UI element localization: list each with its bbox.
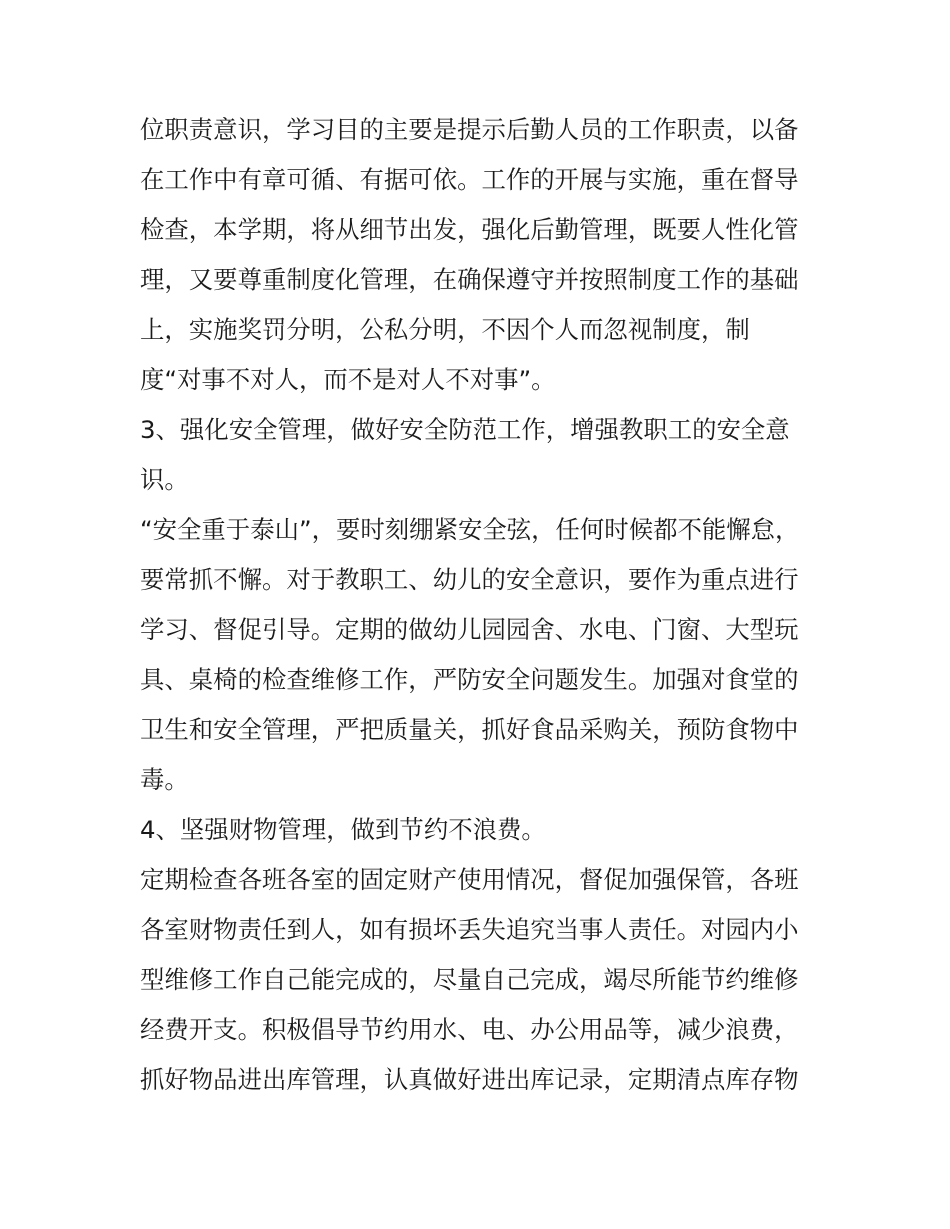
text-line: 抓好物品进出库管理，认真做好进出库记录，定期清点库存物 bbox=[140, 1065, 799, 1094]
text-line: 要常抓不懈。对于教职工、幼儿的安全意识，要作为重点进行 bbox=[140, 565, 799, 594]
text-line: 理，又要尊重制度化管理，在确保遵守并按照制度工作的基础 bbox=[140, 265, 799, 294]
text-line: 毒。 bbox=[140, 765, 189, 794]
text-line: 检查，本学期，将从细节出发，强化后勤管理，既要人性化管 bbox=[140, 215, 799, 244]
text-line: 上，实施奖罚分明，公私分明，不因个人而忽视制度，制 bbox=[140, 315, 750, 344]
text-line: 型维修工作自己能完成的，尽量自己完成，竭尽所能节约维修 bbox=[140, 965, 799, 994]
text-line: 各室财物责任到人，如有损坏丢失追究当事人责任。对园内小 bbox=[140, 915, 799, 944]
text-line: 在工作中有章可循、有据可依。工作的开展与实施，重在督导 bbox=[140, 165, 799, 194]
text-line: 学习、督促引导。定期的做幼儿园园舍、水电、门窗、大型玩 bbox=[140, 615, 799, 644]
text-line: 度“对事不对人，而不是对人不对事”。 bbox=[140, 365, 556, 394]
text-line: 卫生和安全管理，严把质量关，抓好食品采购关，预防食物中 bbox=[140, 715, 799, 744]
text-line: 具、桌椅的检查维修工作，严防安全问题发生。加强对食堂的 bbox=[140, 665, 799, 694]
text-line: “安全重于泰山”，要时刻绷紧安全弦，任何时候都不能懈怠， bbox=[140, 515, 800, 544]
section-heading-3: 3、强化安全管理，做好安全防范工作，增强教职工的安全意 bbox=[140, 415, 790, 444]
text-line: 经费开支。积极倡导节约用水、电、办公用品等，减少浪费， bbox=[140, 1015, 799, 1044]
text-line: 定期检查各班各室的固定财产使用情况，督促加强保管，各班 bbox=[140, 865, 799, 894]
text-line: 识。 bbox=[140, 465, 189, 494]
text-line: 位职责意识，学习目的主要是提示后勤人员的工作职责，以备 bbox=[140, 115, 799, 144]
section-heading-4: 4、坚强财物管理，做到节约不浪费。 bbox=[140, 815, 546, 844]
